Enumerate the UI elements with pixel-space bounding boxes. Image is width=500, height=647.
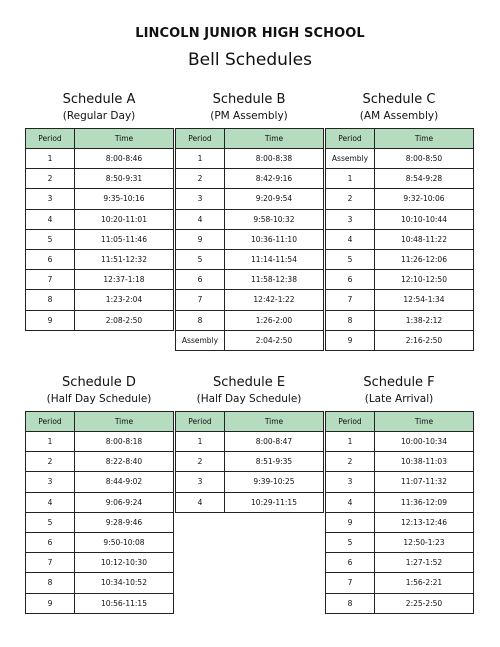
school-name: LINCOLN JUNIOR HIGH SCHOOL	[135, 26, 365, 41]
table-row	[326, 290, 474, 310]
time-cell: 8:00-8:47	[225, 432, 324, 452]
time-cell: 8:00-8:18	[75, 432, 174, 452]
period-cell: 8	[176, 310, 225, 330]
table-row	[26, 553, 174, 573]
period-cell: 3	[326, 472, 375, 492]
period-cell: 4	[326, 492, 375, 512]
period-cell: 5	[176, 249, 225, 269]
period-cell: 8	[26, 290, 75, 310]
period-cell: 6	[176, 270, 225, 290]
table-row	[26, 149, 174, 169]
period-cell: 4	[176, 209, 225, 229]
schedule-block	[175, 92, 323, 351]
time-cell: 8:00-8:38	[225, 149, 324, 169]
period-cell: 9	[26, 593, 75, 613]
period-cell: 5	[326, 532, 375, 552]
table-row	[176, 452, 324, 472]
table-row	[326, 189, 474, 209]
time-cell: 8:50-9:31	[75, 169, 174, 189]
schedule-name: Schedule E	[212, 375, 286, 390]
schedule-block	[325, 92, 473, 351]
period-cell: 6	[26, 249, 75, 269]
table-row	[26, 432, 174, 452]
period-cell: 7	[176, 290, 225, 310]
time-cell: 9:58-10:32	[225, 209, 324, 229]
period-cell: 3	[326, 209, 375, 229]
time-cell: 10:12-10:30	[75, 553, 174, 573]
period-cell: 6	[326, 553, 375, 573]
time-cell: 11:51-12:32	[75, 249, 174, 269]
table-row	[176, 229, 324, 249]
time-cell: 8:44-9:02	[75, 472, 174, 492]
time-cell: 8:54-9:28	[375, 169, 474, 189]
table-row	[326, 553, 474, 573]
table-row	[26, 249, 174, 269]
time-cell: 10:36-11:10	[225, 229, 324, 249]
table-row	[326, 249, 474, 269]
time-cell: 1:26-2:00	[225, 310, 324, 330]
time-cell: 10:34-10:52	[75, 573, 174, 593]
time-cell: 8:00-8:50	[375, 149, 474, 169]
table-row	[26, 472, 174, 492]
time-column-header: Time	[225, 412, 324, 432]
period-cell: 4	[26, 209, 75, 229]
period-cell: 3	[26, 189, 75, 209]
schedule-block	[25, 375, 173, 614]
period-cell: 2	[176, 452, 225, 472]
schedule-table	[175, 128, 324, 351]
table-row	[26, 310, 174, 330]
period-cell: 1	[26, 149, 75, 169]
schedule-block	[175, 375, 323, 513]
period-cell: Assembly	[326, 149, 375, 169]
table-row	[26, 209, 174, 229]
time-column-header: Time	[75, 129, 174, 149]
time-cell: 12:10-12:50	[375, 270, 474, 290]
time-cell: 10:56-11:15	[75, 593, 174, 613]
table-header-row	[176, 412, 324, 432]
table-header-row	[26, 412, 174, 432]
table-row	[326, 169, 474, 189]
time-cell: 10:10-10:44	[375, 209, 474, 229]
page-title: Bell Schedules	[188, 50, 312, 70]
table-header-row	[176, 129, 324, 149]
table-row	[326, 149, 474, 169]
period-cell: 7	[26, 270, 75, 290]
table-row	[326, 492, 474, 512]
period-cell: 9	[176, 229, 225, 249]
schedule-name: Schedule A	[62, 92, 136, 107]
schedule-table	[25, 411, 174, 614]
time-cell: 2:25-2:50	[375, 593, 474, 613]
table-row	[26, 189, 174, 209]
period-cell: 4	[176, 492, 225, 512]
table-row	[26, 593, 174, 613]
period-cell: 3	[26, 472, 75, 492]
table-row	[326, 330, 474, 350]
time-cell: 1:27-1:52	[375, 553, 474, 573]
period-cell: 1	[326, 432, 375, 452]
time-cell: 9:39-10:25	[225, 472, 324, 492]
schedule-description: (AM Assembly)	[359, 110, 439, 122]
table-row	[326, 310, 474, 330]
time-cell: 11:36-12:09	[375, 492, 474, 512]
period-cell: 8	[26, 573, 75, 593]
schedule-block	[25, 92, 173, 331]
time-cell: 10:29-11:15	[225, 492, 324, 512]
time-column-header: Time	[375, 129, 474, 149]
schedule-table	[325, 411, 474, 614]
time-cell: 8:42-9:16	[225, 169, 324, 189]
period-cell: 2	[326, 189, 375, 209]
time-cell: 8:51-9:35	[225, 452, 324, 472]
time-cell: 11:05-11:46	[75, 229, 174, 249]
period-cell: 5	[26, 512, 75, 532]
time-cell: 1:56-2:21	[375, 573, 474, 593]
table-row	[176, 189, 324, 209]
period-cell: 1	[326, 169, 375, 189]
time-cell: 9:32-10:06	[375, 189, 474, 209]
time-cell: 10:38-11:03	[375, 452, 474, 472]
table-row	[176, 169, 324, 189]
table-row	[326, 593, 474, 613]
period-cell: 7	[26, 553, 75, 573]
period-cell: 4	[326, 229, 375, 249]
period-cell: 5	[326, 249, 375, 269]
period-cell: 5	[26, 229, 75, 249]
time-cell: 12:54-1:34	[375, 290, 474, 310]
table-row	[326, 270, 474, 290]
table-row	[176, 249, 324, 269]
table-row	[176, 270, 324, 290]
time-cell: 1:23-2:04	[75, 290, 174, 310]
period-cell: 9	[26, 310, 75, 330]
table-header-row	[326, 129, 474, 149]
period-cell: Assembly	[176, 330, 225, 350]
schedule-block	[325, 375, 473, 614]
schedule-description: (Late Arrival)	[364, 393, 434, 405]
time-cell: 1:38-2:12	[375, 310, 474, 330]
time-cell: 9:28-9:46	[75, 512, 174, 532]
period-cell: 8	[326, 593, 375, 613]
table-row	[326, 452, 474, 472]
table-row	[326, 472, 474, 492]
table-row	[176, 310, 324, 330]
table-row	[26, 492, 174, 512]
time-cell: 8:00-8:46	[75, 149, 174, 169]
table-row	[176, 472, 324, 492]
table-row	[26, 229, 174, 249]
time-cell: 10:00-10:34	[375, 432, 474, 452]
period-cell: 2	[26, 169, 75, 189]
table-row	[326, 209, 474, 229]
period-cell: 1	[26, 432, 75, 452]
time-cell: 2:08-2:50	[75, 310, 174, 330]
time-cell: 9:35-10:16	[75, 189, 174, 209]
time-column-header: Time	[375, 412, 474, 432]
time-cell: 8:22-8:40	[75, 452, 174, 472]
table-row	[326, 573, 474, 593]
time-cell: 11:26-12:06	[375, 249, 474, 269]
time-cell: 12:50-1:23	[375, 532, 474, 552]
table-row	[26, 290, 174, 310]
period-cell: 3	[176, 472, 225, 492]
period-column-header: Period	[326, 412, 375, 432]
table-row	[176, 492, 324, 512]
schedule-name: Schedule C	[362, 92, 436, 107]
period-column-header: Period	[326, 129, 375, 149]
period-cell: 7	[326, 573, 375, 593]
table-row	[26, 512, 174, 532]
schedule-name: Schedule D	[62, 375, 136, 390]
period-column-header: Period	[176, 412, 225, 432]
table-row	[176, 330, 324, 350]
time-cell: 10:20-11:01	[75, 209, 174, 229]
period-column-header: Period	[26, 129, 75, 149]
time-cell: 9:50-10:08	[75, 532, 174, 552]
table-row	[26, 532, 174, 552]
period-column-header: Period	[176, 129, 225, 149]
table-row	[176, 432, 324, 452]
table-row	[326, 229, 474, 249]
table-header-row	[26, 129, 174, 149]
time-cell: 9:20-9:54	[225, 189, 324, 209]
table-row	[326, 532, 474, 552]
period-cell: 2	[26, 452, 75, 472]
period-cell: 8	[326, 310, 375, 330]
table-row	[176, 290, 324, 310]
time-cell: 10:48-11:22	[375, 229, 474, 249]
period-cell: 3	[176, 189, 225, 209]
time-cell: 11:58-12:38	[225, 270, 324, 290]
schedule-table	[25, 128, 174, 331]
schedule-description: (PM Assembly)	[210, 110, 288, 122]
period-cell: 2	[326, 452, 375, 472]
period-cell: 1	[176, 149, 225, 169]
period-column-header: Period	[26, 412, 75, 432]
table-row	[26, 452, 174, 472]
period-cell: 6	[326, 270, 375, 290]
schedule-name: Schedule F	[363, 375, 435, 390]
time-column-header: Time	[225, 129, 324, 149]
time-cell: 12:42-1:22	[225, 290, 324, 310]
table-row	[326, 512, 474, 532]
period-cell: 4	[26, 492, 75, 512]
period-cell: 9	[326, 512, 375, 532]
table-row	[26, 169, 174, 189]
period-cell: 7	[326, 290, 375, 310]
schedule-description: (Half Day Schedule)	[196, 393, 302, 405]
period-cell: 6	[26, 532, 75, 552]
time-cell: 2:04-2:50	[225, 330, 324, 350]
table-row	[326, 432, 474, 452]
time-cell: 11:14-11:54	[225, 249, 324, 269]
table-header-row	[326, 412, 474, 432]
schedule-description: (Half Day Schedule)	[46, 393, 152, 405]
schedule-table	[325, 128, 474, 351]
time-cell: 11:07-11:32	[375, 472, 474, 492]
period-cell: 2	[176, 169, 225, 189]
table-row	[26, 270, 174, 290]
schedule-description: (Regular Day)	[62, 110, 136, 122]
period-cell: 1	[176, 432, 225, 452]
table-row	[26, 573, 174, 593]
period-cell: 9	[326, 330, 375, 350]
time-column-header: Time	[75, 412, 174, 432]
table-row	[176, 209, 324, 229]
time-cell: 12:13-12:46	[375, 512, 474, 532]
schedule-table	[175, 411, 324, 513]
time-cell: 2:16-2:50	[375, 330, 474, 350]
time-cell: 12:37-1:18	[75, 270, 174, 290]
table-row	[176, 149, 324, 169]
schedule-name: Schedule B	[212, 92, 286, 107]
time-cell: 9:06-9:24	[75, 492, 174, 512]
